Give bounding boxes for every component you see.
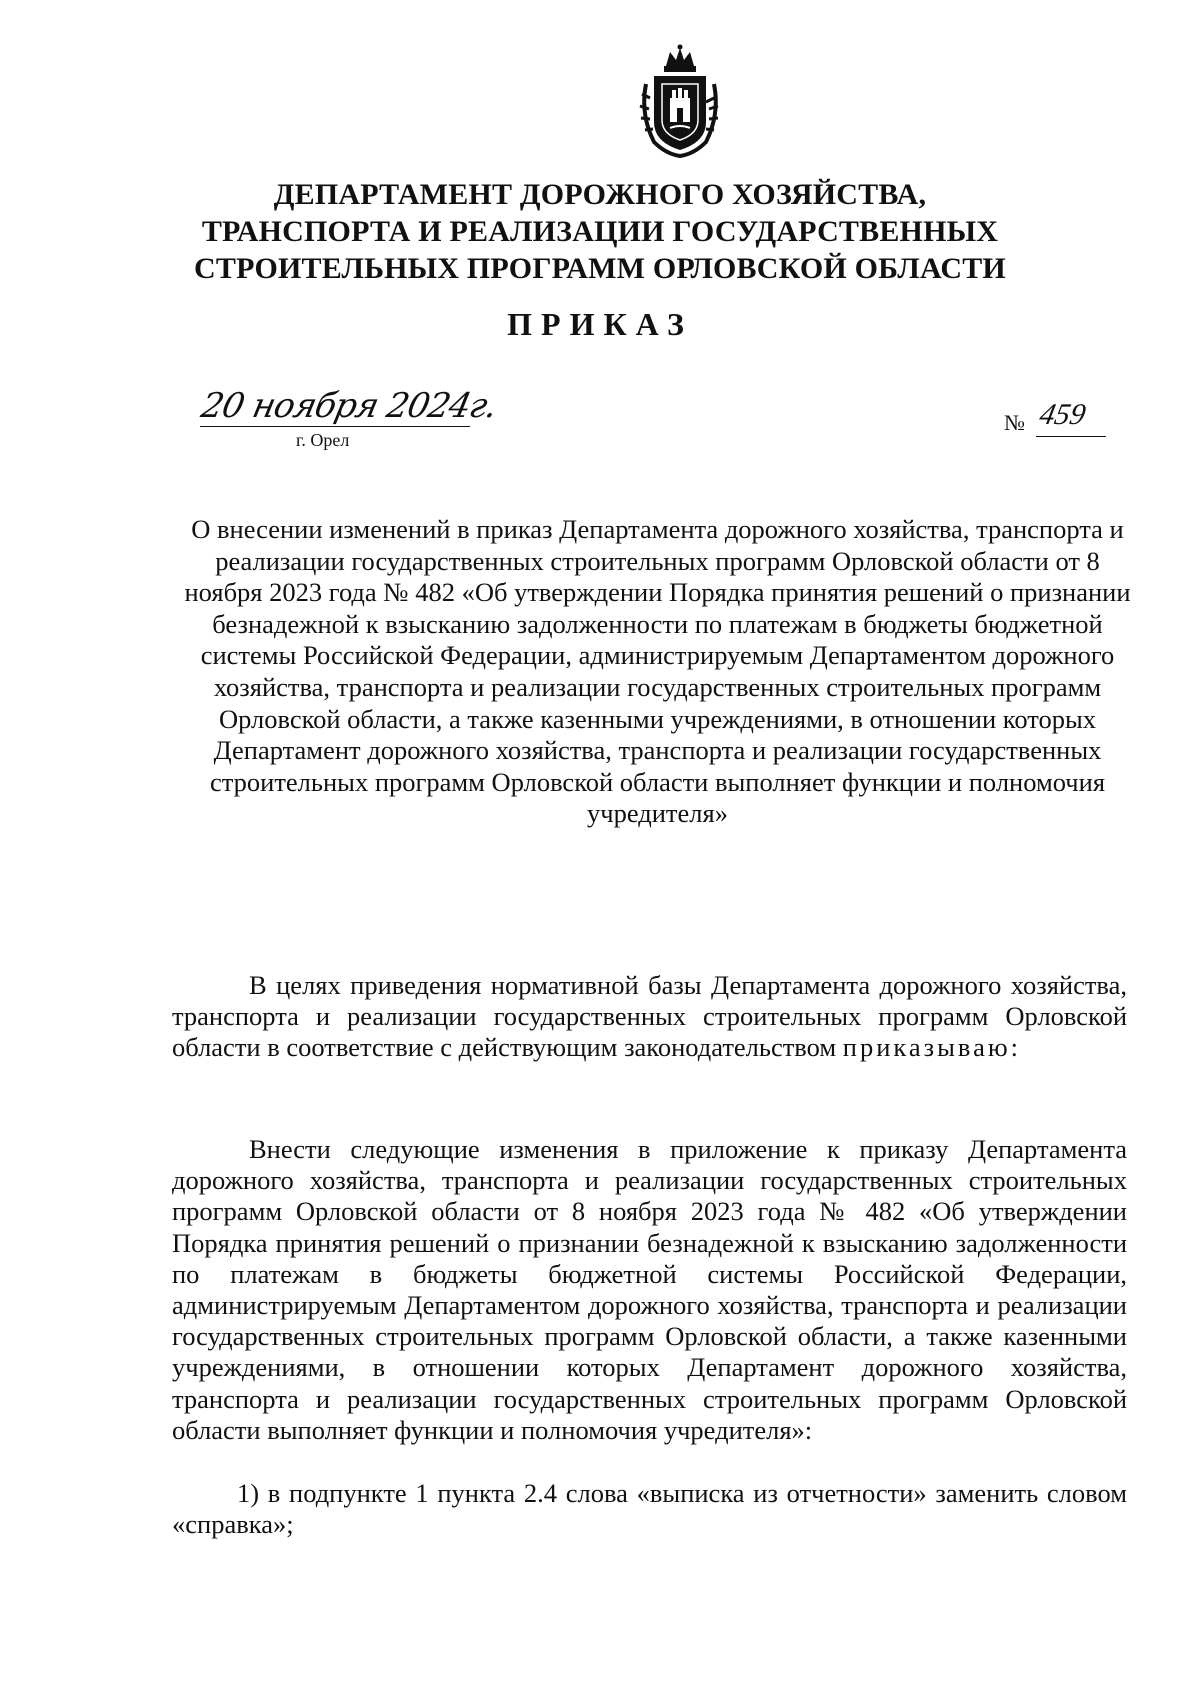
preamble-text: В целях приведения нормативной базы Департамента дорожного хозяйства, транспорта и реализации государственных строительных программ Орловской области в соответствие с действующим законодательством [172, 970, 1127, 1063]
department-name-line-2: ТРАНСПОРТА И РЕАЛИЗАЦИИ ГОСУДАРСТВЕННЫХ [201, 215, 999, 248]
coat-of-arms-icon [636, 44, 724, 160]
document-subject: О внесении изменений в приказ Департамента дорожного хозяйства, транспорта и реализации государственных строительных программ Орловской области от 8 ноября 2023 года № 482 «Об утверждении Порядка принятия решений о признании безнадежной к взысканию задолженности по платежам в бюджеты бюджетной системы Российской Федерации, администрируемым Департаментом дорожного хозяйства, транспорта и реализации государственных строительных программ Орловской области, а также казенными учреждениями, в отношении которых Департамент дорожного хозяйства, транспорта и реализации государственных строительных программ Орловской области выполняет функции и полномочия учредителя» [184, 514, 1131, 829]
amendment-item-1: 1) в подпункте 1 пункта 2.4 слова «выписка из отчетности» заменить словом «справка»; [172, 1478, 1127, 1540]
number-underline [1036, 436, 1106, 437]
department-name [0, 176, 1200, 287]
date-underline [200, 426, 470, 427]
document-type-title: ПРИКАЗ [507, 306, 693, 342]
city-label: г. Орел [296, 430, 350, 450]
preamble-paragraph [172, 970, 1127, 1064]
number-label: № [1004, 410, 1025, 435]
department-name-line-1: ДЕПАРТАМЕНТ ДОРОЖНОГО ХОЗЯЙСТВА, [273, 178, 927, 211]
order-word: приказываю: [842, 1032, 1021, 1063]
handwritten-number: 459 [1036, 398, 1089, 431]
amendment-paragraph: Внести следующие изменения в приложение к приказу Департамента дорожного хозяйства, транспорта и реализации государственных строительных программ Орловской области от 8 ноября 2023 года № 482 «Об утверждении Порядка принятия решений о признании безнадежной к взысканию задолженности по платежам в бюджеты бюджетной системы Российской Федерации, администрируемым Департаментом дорожного хозяйства, транспорта и реализации государственных строительных программ Орловской области, а также казенными учреждениями, в отношении которых Департамент дорожного хозяйства, транспорта и реализации государственных строительных программ Орловской области выполняет функции и полномочия учредителя»: [172, 1134, 1127, 1445]
department-name-line-3: СТРОИТЕЛЬНЫХ ПРОГРАММ ОРЛОВСКОЙ ОБЛАСТИ [194, 252, 1006, 285]
handwritten-date: 20 ноября 2024г. [197, 386, 501, 426]
